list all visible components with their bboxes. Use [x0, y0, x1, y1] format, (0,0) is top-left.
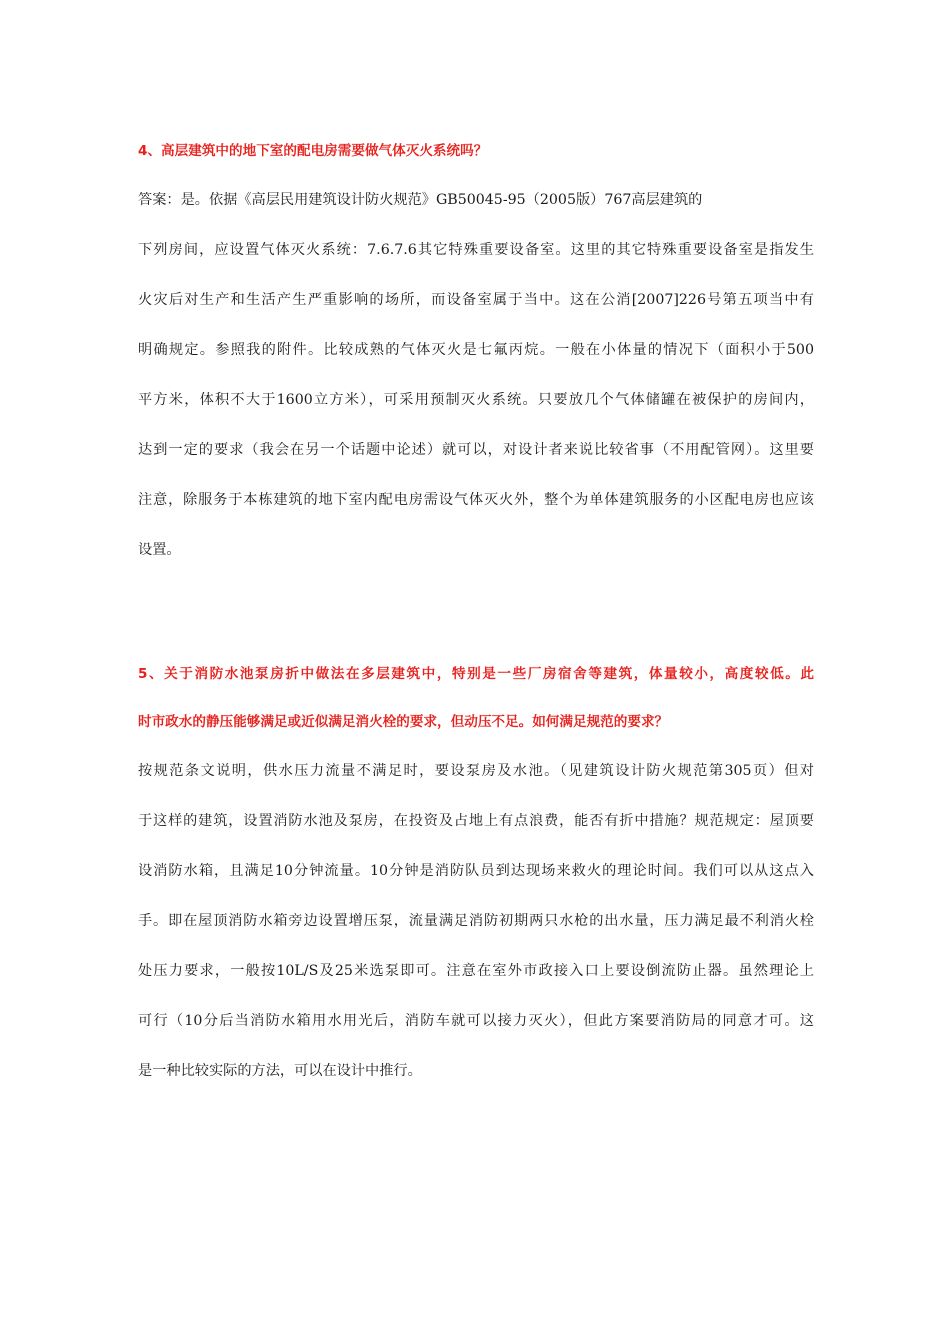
q5-answer-line: 处压力要求，一般按10L/S及25米选泵即可。注意在室外市政接入口上要设倒流防止器。虽然理论上	[138, 963, 814, 979]
q5-answer-line: 于这样的建筑，设置消防水池及泵房，在投资及占地上有点浪费，能否有折中措施？规范规定：屋顶要	[138, 813, 814, 829]
q4-answer-line: 设置。	[138, 542, 181, 558]
q4-answer-line: 平方米，体积不大于1600立方米），可采用预制灭火系统。只要放几个气体储罐在被保护的房间内，	[138, 392, 814, 408]
q5-heading-line: 5、关于消防水池泵房折中做法在多层建筑中，特别是一些厂房宿舍等建筑，体量较小，高度较低。此	[138, 666, 814, 682]
q4-answer-line: 答案：是。依据《高层民用建筑设计防火规范》GB50045-95（2005版）767高层建筑的	[138, 192, 703, 208]
q5-heading-line: 时市政水的静压能够满足或近似满足消火栓的要求，但动压不足。如何满足规范的要求？	[138, 714, 669, 730]
q5-answer-line: 是一种比较实际的方法，可以在设计中推行。	[138, 1063, 422, 1079]
q4-answer-line: 注意，除服务于本栋建筑的地下室内配电房需设气体灭火外，整个为单体建筑服务的小区配电房也应该	[138, 492, 814, 508]
q4-answer-line: 明确规定。参照我的附件。比较成熟的气体灭火是七氟丙烷。一般在小体量的情况下（面积小于500	[138, 342, 814, 358]
q4-heading: 4、高层建筑中的地下室的配电房需要做气体灭火系统吗？	[138, 143, 488, 159]
q4-answer-line: 火灾后对生产和生活产生严重影响的场所，而设备室属于当中。这在公消[2007]226号第五项当中有	[138, 292, 814, 308]
q5-answer-line: 设消防水箱，且满足10分钟流量。10分钟是消防队员到达现场来救火的理论时间。我们可以从这点入	[138, 863, 814, 879]
q4-answer-line: 下列房间，应设置气体灭火系统：7.6.7.6其它特殊重要设备室。这里的其它特殊重要设备室是指发生	[138, 242, 814, 258]
q5-answer-line: 按规范条文说明，供水压力流量不满足时，要设泵房及水池。（见建筑设计防火规范第305页）但对	[138, 763, 814, 779]
q5-answer-line: 可行（10分后当消防水箱用水用光后，消防车就可以接力灭火），但此方案要消防局的同意才可。这	[138, 1013, 814, 1029]
q4-answer-line: 达到一定的要求（我会在另一个话题中论述）就可以，对设计者来说比较省事（不用配管网）。这里要	[138, 442, 814, 458]
q5-answer-line: 手。即在屋顶消防水箱旁边设置增压泵，流量满足消防初期两只水枪的出水量，压力满足最不利消火栓	[138, 913, 814, 929]
